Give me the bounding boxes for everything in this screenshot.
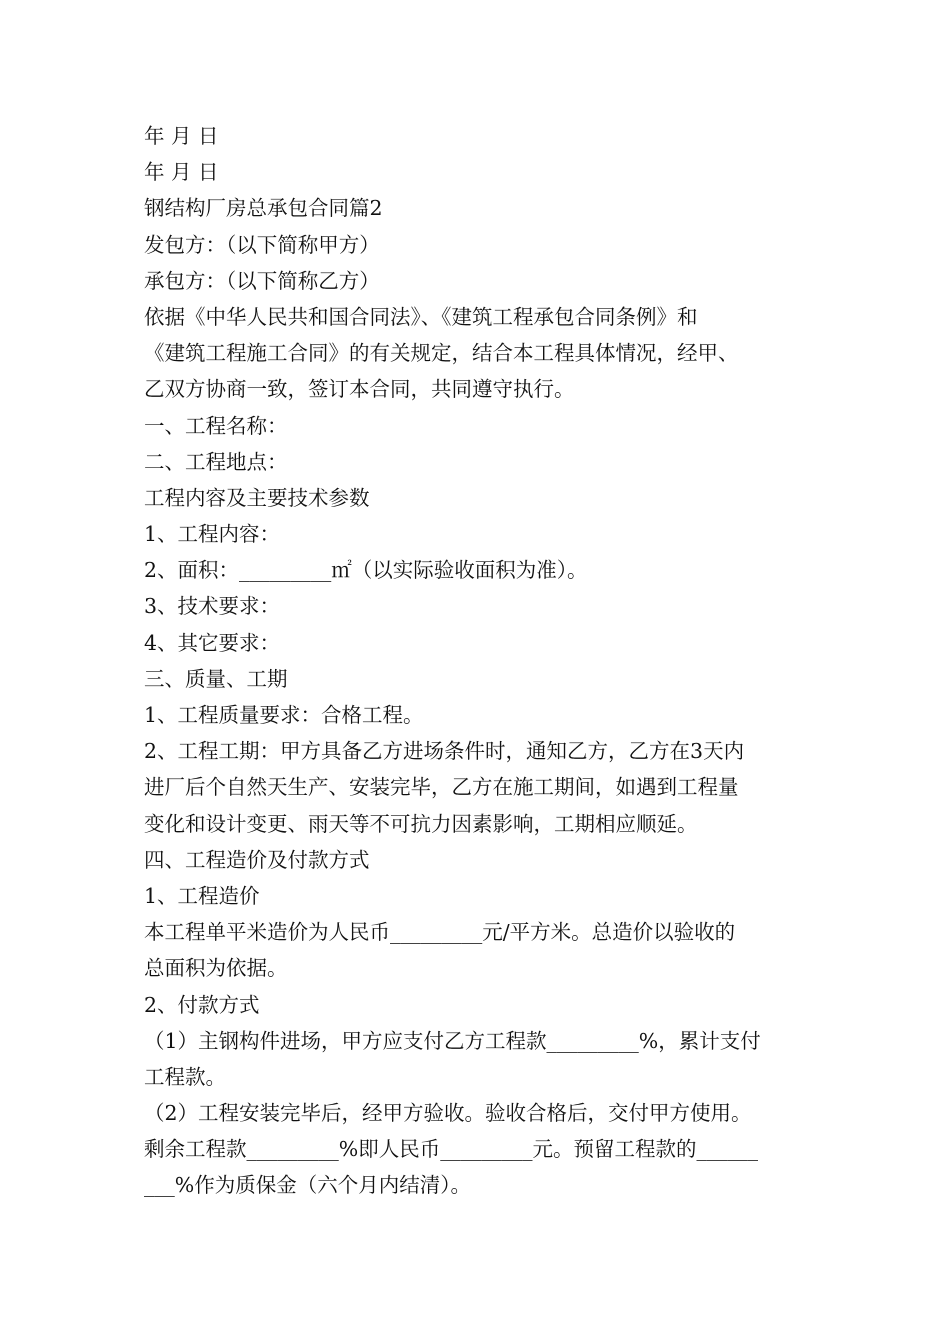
paragraph-line: 本工程单平米造价为人民币_________元/平方米。总造价以验收的: [144, 920, 736, 945]
section-heading: 四、工程造价及付款方式: [144, 847, 370, 872]
paragraph-line: 总面积为依据。: [144, 956, 288, 981]
list-item: 1、工程造价: [144, 883, 260, 908]
party-a-line: 发包方：（以下简称甲方）: [144, 232, 380, 257]
list-item: 1、工程内容：: [144, 522, 281, 547]
date-line: 年 月 日: [144, 124, 219, 148]
list-item: 4、其它要求：: [144, 630, 281, 655]
list-item: （1）主钢构件进场，甲方应支付乙方工程款_________%，累计支付: [144, 1028, 761, 1053]
contract-title: 钢结构厂房总承包合同篇2: [144, 196, 383, 221]
paragraph-line: 剩余工程款_________%即人民币_________元。预留工程款的______: [144, 1137, 758, 1162]
party-b-line: 承包方：（以下简称乙方）: [144, 268, 380, 293]
paragraph-line: 变化和设计变更、雨天等不可抗力因素影响，工期相应顺延。: [144, 811, 698, 836]
list-item: （2）工程安装完毕后，经甲方验收。验收合格后，交付甲方使用。: [144, 1101, 752, 1126]
list-item: 3、技术要求：: [144, 594, 281, 619]
section-heading: 工程内容及主要技术参数: [144, 485, 370, 510]
paragraph-line: 依据《中华人民共和国合同法》、《建筑工程承包合同条例》和: [144, 304, 698, 329]
paragraph-line: 乙双方协商一致，签订本合同，共同遵守执行。: [144, 377, 575, 402]
list-item: 2、工程工期：甲方具备乙方进场条件时，通知乙方，乙方在3天内: [144, 739, 745, 764]
list-item: 2、面积：_________㎡（以实际验收面积为准）。: [144, 558, 588, 583]
date-line: 年 月 日: [144, 160, 219, 185]
list-item: 1、工程质量要求：合格工程。: [144, 703, 424, 727]
paragraph-line: 进厂后个自然天生产、安装完毕，乙方在施工期间，如遇到工程量: [144, 775, 739, 800]
section-heading: 三、质量、工期: [144, 666, 288, 691]
section-heading: 一、工程名称：: [144, 413, 288, 438]
paragraph-line: ___%作为质保金（六个月内结清）。: [144, 1173, 471, 1198]
section-heading: 二、工程地点：: [144, 449, 288, 474]
list-item: 2、付款方式: [144, 992, 260, 1017]
paragraph-line: 工程款。: [144, 1064, 226, 1089]
contract-text: [144, 118, 808, 1204]
paragraph-line: 《建筑工程施工合同》的有关规定，结合本工程具体情况，经甲、: [144, 341, 739, 366]
